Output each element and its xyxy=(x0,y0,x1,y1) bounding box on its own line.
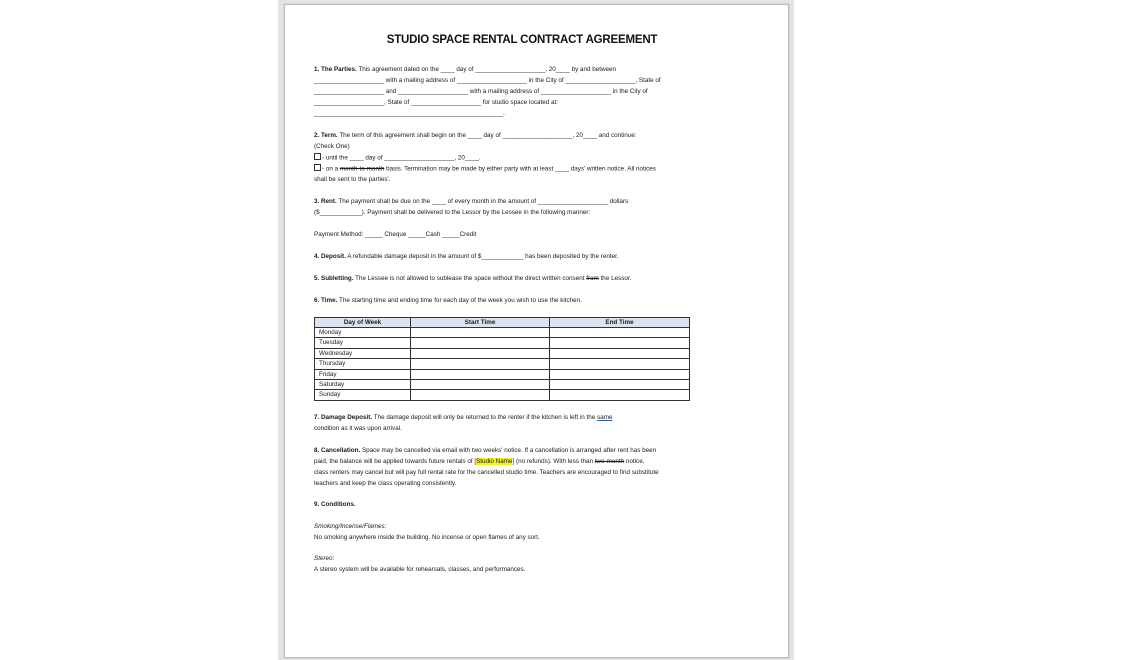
day-cell: Thursday xyxy=(315,359,411,369)
deposit-text: A refundable damage deposit in the amount of $____________ has been deposited by the renter. xyxy=(347,253,619,260)
smoking-text: No smoking anywhere inside the building. No incense or open flames of any sort. xyxy=(314,534,540,541)
cancellation-line-2-post: notice, xyxy=(625,458,645,465)
rent-heading: 3. Rent. xyxy=(314,198,337,205)
table-row xyxy=(315,380,690,390)
rent-line-1 xyxy=(314,197,734,208)
day-cell: Monday xyxy=(315,328,411,338)
start-time-cell[interactable] xyxy=(411,338,550,348)
start-time-cell[interactable] xyxy=(411,348,550,358)
term-option-monthly-pre: - on a xyxy=(322,165,339,173)
cancellation-strike-two-month: two-month xyxy=(594,458,625,465)
checkbox-until[interactable] xyxy=(314,153,321,160)
stereo-text: A stereo system will be available for rehearsals, classes, and performances. xyxy=(314,566,526,573)
parties-line-3: ____________________ and ____________________ with a mailing address of ____________________ in the City of xyxy=(314,88,648,95)
table-row xyxy=(315,369,690,379)
studio-name-highlight: Studio Name xyxy=(476,458,513,465)
time-heading: 6. Time. xyxy=(314,297,338,304)
parties-line-4: ____________________, State of ____________________ for studio space located at: xyxy=(314,99,559,106)
damage-line-1 xyxy=(314,413,734,424)
day-cell: Wednesday xyxy=(315,348,411,358)
parties-line-2: ____________________ with a mailing address of ____________________ in the City of ____________________, State of xyxy=(314,77,661,84)
term-option-until-label: - until the ____ day of ____________________, 20____. xyxy=(322,154,481,162)
cancellation-line-2 xyxy=(314,457,734,468)
checkbox-monthly[interactable] xyxy=(314,164,321,171)
start-time-cell[interactable] xyxy=(411,390,550,400)
start-time-cell[interactable] xyxy=(411,369,550,379)
subletting-post: the Lessor. xyxy=(600,275,632,282)
subletting-heading: 5. Subletting. xyxy=(314,275,354,282)
header-day-of-week: Day of Week xyxy=(315,318,411,328)
term-text: The term of this agreement shall begin on the ____ day of ____________________, 20____ and continue: xyxy=(339,132,637,139)
rent-text: The payment shall be due on the ____ of every month in the amount of ____________________ dollars xyxy=(338,198,629,205)
time-text: The starting time and ending time for each day of the week you wish to use the kitchen. xyxy=(338,297,582,304)
table-row xyxy=(315,328,690,338)
stereo-label: Stereo: xyxy=(314,555,335,562)
cancellation-line-2-pre: paid, the balance will be applied towards future rentals of [ xyxy=(314,458,477,465)
start-time-cell[interactable] xyxy=(411,328,550,338)
header-start-time: Start Time xyxy=(411,318,550,328)
end-time-cell[interactable] xyxy=(550,348,690,358)
term-option-until[interactable] xyxy=(314,153,734,164)
table-row xyxy=(315,348,690,358)
day-cell: Friday xyxy=(315,369,411,379)
document-page xyxy=(284,4,789,658)
cancellation-line-4: teachers and keep the class operating consistently. xyxy=(314,480,457,487)
header-end-time: End Time xyxy=(550,318,690,328)
deposit-heading: 4. Deposit. xyxy=(314,253,346,260)
subletting-strike-from: from xyxy=(586,275,599,282)
parties-line-1 xyxy=(314,65,734,76)
end-time-cell[interactable] xyxy=(550,390,690,400)
smoking-label: Smoking/Incense/Flames: xyxy=(314,523,387,530)
day-cell: Tuesday xyxy=(315,338,411,348)
damage-text: The damage deposit will only be returned to the renter if the kitchen is left in the xyxy=(373,414,596,421)
cancellation-heading: 8. Cancellation. xyxy=(314,447,361,454)
subletting-line xyxy=(314,274,734,285)
term-strike-month-to-month: month-to-month xyxy=(339,165,385,173)
damage-heading: 7. Damage Deposit. xyxy=(314,414,373,421)
parties-heading: 1. The Parties. xyxy=(314,66,357,73)
deposit-line xyxy=(314,252,734,263)
cancellation-line-3: class renters may cancel but will pay full rental rate for the cancelled studio time. Teachers are encouraged to find substitute xyxy=(314,469,659,476)
end-time-cell[interactable] xyxy=(550,338,690,348)
end-time-cell[interactable] xyxy=(550,369,690,379)
table-row xyxy=(315,390,690,400)
damage-line-2: condition as it was upon arrival. xyxy=(314,425,402,432)
term-line-1 xyxy=(314,131,734,142)
term-option-monthly[interactable] xyxy=(314,164,734,175)
term-option-monthly-post: basis. Termination may be made by either party with at least ____ days' written notice. All notices xyxy=(386,165,656,173)
term-line-5: shall be sent to the parties'. xyxy=(314,176,391,183)
document-title: STUDIO SPACE RENTAL CONTRACT AGREEMENT xyxy=(386,34,658,46)
table-row xyxy=(315,338,690,348)
subletting-pre: The Lessee is not allowed to sublease the space without the direct written consent xyxy=(355,275,585,282)
day-cell: Saturday xyxy=(315,380,411,390)
term-check-one: (Check One) xyxy=(314,143,350,150)
end-time-cell[interactable] xyxy=(550,380,690,390)
parties-text: This agreement dated on the ____ day of ____________________, 20____ by and between xyxy=(358,66,617,73)
term-heading: 2. Term. xyxy=(314,132,338,139)
start-time-cell[interactable] xyxy=(411,380,550,390)
end-time-cell[interactable] xyxy=(550,328,690,338)
rent-line-2: ($____________). Payment shall be delivered to the Lessor by the Lessee in the following manner: xyxy=(314,209,591,216)
cancellation-text: Space may be cancelled via email with two weeks' notice. If a cancellation is arranged after rent has been xyxy=(361,447,657,454)
time-line xyxy=(314,296,734,307)
day-cell: Sunday xyxy=(315,390,411,400)
payment-method: Payment Method: _____ Cheque _____Cash _____Credit xyxy=(314,231,477,238)
schedule-table xyxy=(314,317,690,401)
start-time-cell[interactable] xyxy=(411,359,550,369)
table-row xyxy=(315,359,690,369)
schedule-header-row xyxy=(315,318,690,328)
damage-underlined-same: same xyxy=(597,414,613,421)
conditions-heading: 9. Conditions. xyxy=(314,501,356,508)
parties-line-5: ______________________________________________________. xyxy=(314,110,505,117)
end-time-cell[interactable] xyxy=(550,359,690,369)
cancellation-line-2-mid: ] (no refunds). With less than xyxy=(512,458,593,465)
cancellation-line-1 xyxy=(314,446,734,457)
